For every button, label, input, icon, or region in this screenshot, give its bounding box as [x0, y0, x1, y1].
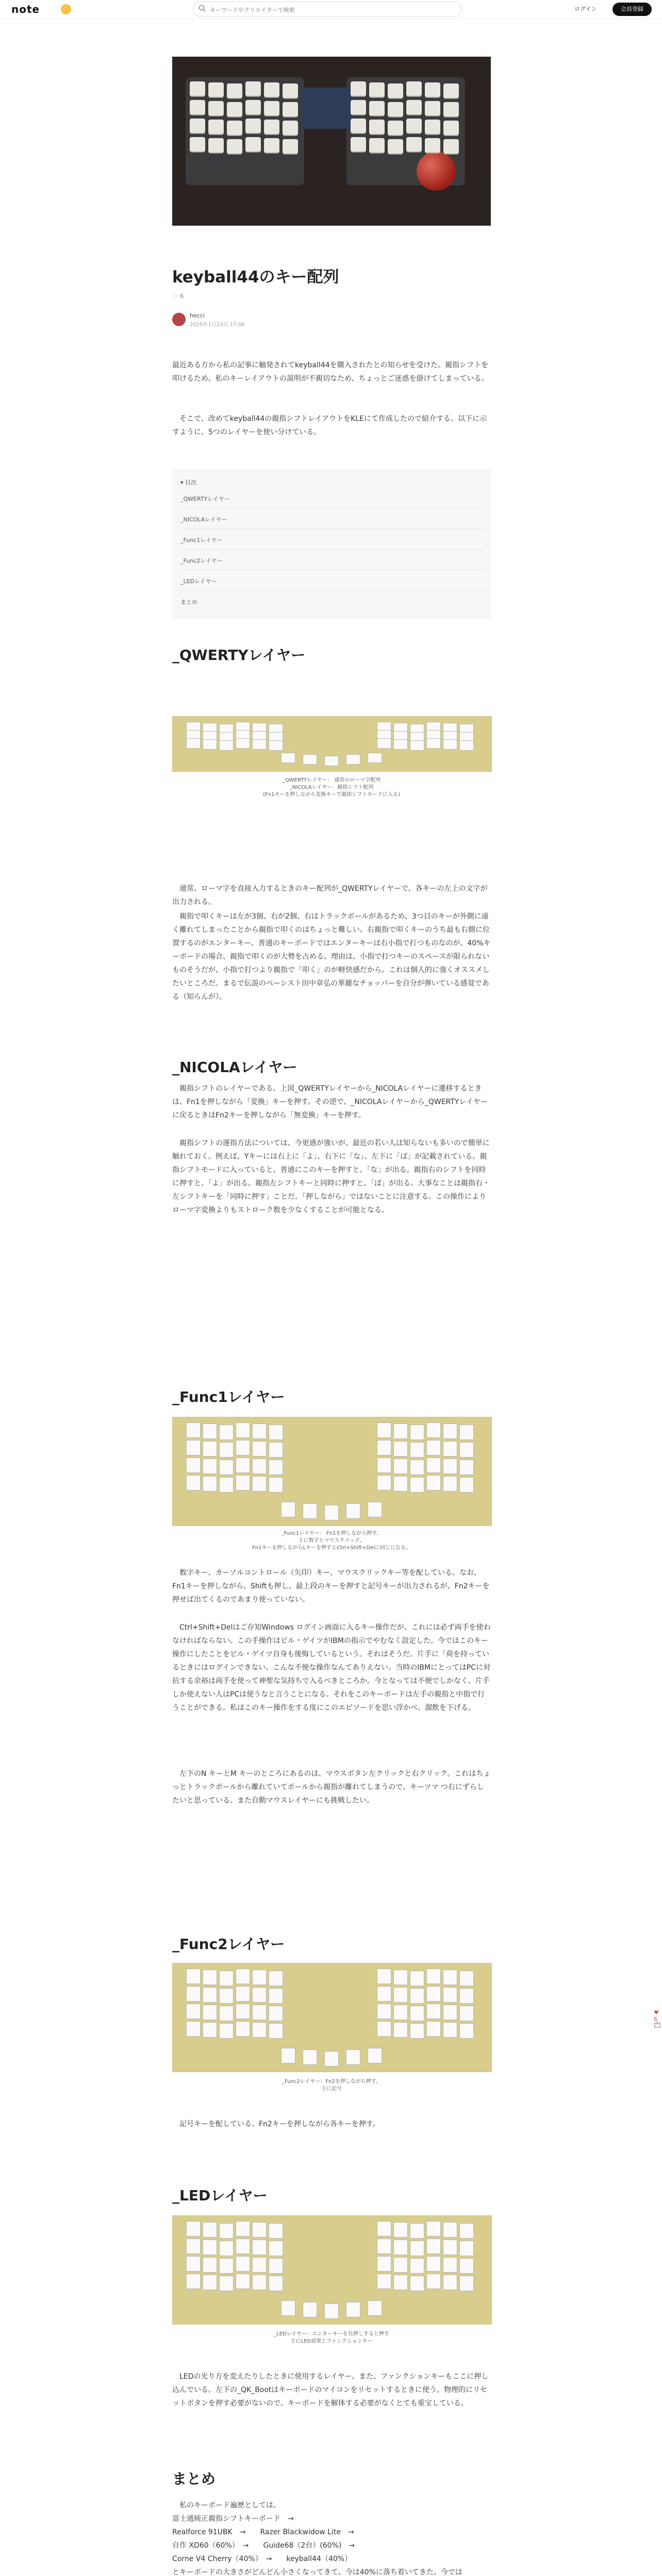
- keycap: [203, 2005, 217, 2020]
- keycap: [443, 83, 459, 98]
- keycap: [443, 1423, 457, 1439]
- keycap: [245, 100, 261, 114]
- summary-line: 富士通純正親指シフトキーボード →: [172, 2515, 294, 2523]
- keycap: [203, 2275, 217, 2290]
- keycap: [377, 1475, 391, 1490]
- keycap: [426, 1440, 441, 1455]
- keycap: [186, 1422, 201, 1438]
- keycap: [208, 101, 224, 115]
- mascot-icon: [61, 4, 71, 14]
- keycap: [393, 739, 408, 750]
- keycap: [186, 738, 201, 749]
- keycap: [236, 2021, 250, 2037]
- keycap: [219, 1425, 234, 1440]
- keycap: [393, 2257, 408, 2273]
- keycap: [393, 2022, 408, 2038]
- thumb-keycap: [346, 2302, 360, 2317]
- keycap: [264, 120, 279, 134]
- keycap: [426, 1422, 441, 1438]
- keycap: [410, 2241, 424, 2256]
- keycap: [236, 2256, 250, 2272]
- header-image: [172, 57, 491, 226]
- keycap: [245, 137, 261, 151]
- thumb-keycap: [303, 2302, 317, 2317]
- keycap: [406, 100, 422, 114]
- thumb-keycap: [324, 1505, 339, 1520]
- func1-layout-image: [172, 1417, 492, 1526]
- login-button[interactable]: ログイン: [574, 6, 597, 12]
- keycap: [186, 2256, 201, 2272]
- keycap: [410, 1425, 424, 1440]
- keycap: [393, 1970, 408, 1985]
- keycap: [393, 2240, 408, 2255]
- func2-layout-image: [172, 1963, 492, 2072]
- thumb-keycap: [281, 753, 295, 763]
- keycap: [351, 100, 366, 114]
- keycap: [410, 2023, 424, 2039]
- caption-line: _LEDレイヤー：エンターキーを長押しすると押す: [274, 2331, 389, 2337]
- search-input[interactable]: [209, 5, 453, 15]
- keycap: [186, 1475, 201, 1490]
- keycap: [219, 1460, 234, 1475]
- intro-paragraph-2: そこで、改めてkeyball44の親指シフトレイアウトをKLEにて作成したので紹介する。以下に示すように、5つのレイヤーを使い分けている。: [172, 415, 487, 436]
- keycap: [443, 139, 459, 154]
- keycap: [190, 81, 205, 96]
- keycap: [425, 101, 440, 115]
- keycap: [252, 2257, 267, 2273]
- toc-item[interactable]: _Func2レイヤー: [180, 552, 483, 570]
- keycap: [219, 740, 234, 751]
- keycap: [208, 120, 224, 134]
- keycap: [388, 102, 403, 116]
- toc-item[interactable]: _QWERTYレイヤー: [180, 490, 483, 509]
- keycap: [388, 121, 403, 135]
- keycap: [227, 139, 242, 154]
- keycap: [227, 121, 242, 135]
- keycap: [459, 2223, 474, 2239]
- keycap: [269, 1442, 283, 1458]
- keycap: [219, 1988, 234, 2004]
- keycap: [410, 1477, 424, 1493]
- keycap: [425, 138, 440, 152]
- keycap: [426, 2239, 441, 2254]
- summary-line: 自作 XD60（60%） → Guide68（2台）(60%) →: [172, 2541, 355, 2550]
- caption-line: _NICOLAレイヤー：親指シフト配列: [289, 785, 374, 790]
- keycap: [351, 137, 366, 151]
- keycap: [443, 1441, 457, 1456]
- keycap: [426, 2256, 441, 2272]
- keycap: [186, 1986, 201, 2002]
- func1-paragraph-2: Ctrl+Shift+Delはご存知Windows ログイン画面に入るキー操作だが、これには必ず両手を使わなければならない。この手操作はビル・ゲイツがIBMの指示でやむなく設定した。今ではこのキー操作にしたことをビル・ゲイツ自身も後悔しているという。それはそうだ。片手に「荷を持っているときにはログインできない。こんな不便な操作なんてありえない。当時のIBMにとってはPCに対抗する余裕は両手を使って神聖な気持ちで入るべきところか。今となっては不便でしかなく、片手しか使えない人はPCは使うなと言うことになる。それをこのキーボードは左手の親指と中指で行うことができる。私はこのキー操作をする度にこのエピソードを思い浮かべ、溜飲を下げる。: [172, 1623, 491, 1712]
- keycap: [264, 82, 279, 97]
- keycap: [236, 1458, 250, 1473]
- keycap: [252, 739, 267, 750]
- keycap: [443, 1970, 457, 1985]
- thumb-keycap: [368, 753, 382, 763]
- keycap: [236, 2221, 250, 2236]
- toc-item[interactable]: _LEDレイヤー: [180, 573, 483, 591]
- keycap: [426, 2221, 441, 2236]
- keycap: [377, 2256, 391, 2272]
- keycap: [203, 2222, 217, 2238]
- keycap: [410, 740, 424, 751]
- keycap: [203, 2257, 217, 2273]
- keycap: [186, 2004, 201, 2019]
- thumb-keycap: [368, 1502, 382, 1517]
- keycap: [426, 2004, 441, 2019]
- keycap: [190, 137, 205, 151]
- keycap: [377, 1422, 391, 1438]
- keycap: [410, 2006, 424, 2021]
- heading-nicola: _NICOLAレイヤー: [172, 1059, 297, 1076]
- keycap: [186, 1969, 201, 1984]
- keycap: [351, 118, 366, 133]
- keycap: [377, 1986, 391, 2002]
- caption-line: _Func2レイヤー：Fn2を押しながら押す。: [282, 2079, 381, 2084]
- keycap: [186, 2221, 201, 2236]
- keycap: [236, 2274, 250, 2289]
- keycap: [236, 1422, 250, 1438]
- thumb-keycap: [368, 2300, 382, 2316]
- top-bar: [0, 0, 662, 19]
- keycap: [219, 2023, 234, 2039]
- keycap: [377, 738, 391, 749]
- keycap: [459, 2023, 474, 2039]
- thumb-keycap: [303, 2049, 317, 2065]
- signup-button[interactable]: 会員登録: [613, 3, 652, 16]
- summary-line: Corne V4 Cherry（40%） → keyball44（40%）: [172, 2555, 352, 2563]
- publish-date: 2025年1月23日 17:06: [190, 322, 245, 328]
- keycap: [443, 2005, 457, 2020]
- keycap: [269, 1425, 283, 1440]
- keycap: [443, 2275, 457, 2290]
- keycap: [459, 1425, 474, 1440]
- keycap: [426, 1986, 441, 2002]
- thumb-keycap: [346, 754, 360, 765]
- floating-like-count: 6: [654, 2016, 657, 2023]
- keycap: [245, 81, 261, 96]
- keycap: [393, 2005, 408, 2020]
- keycap: [426, 2021, 441, 2037]
- func1-caption: [172, 1530, 491, 1552]
- toc-item[interactable]: まとめ: [180, 599, 197, 605]
- func1-paragraph-1: 数字キー、カーソルコントロール（矢印）キー、マウスクリックキー等を配している。なお、Fn1キーを押しながら、Shiftも押し、最上段のキーを押すと記号キーが出力されるが、Fn2キーを押せば出てくるのであまり使っていない。: [172, 1569, 490, 1604]
- keycap: [393, 2222, 408, 2238]
- keycap: [203, 1476, 217, 1492]
- qwerty-paragraph-2: 親指で叩くキーは左が3個、右が2個、右はトラックボールがあるため、3つ目のキーが外側に遠く離れてしまったことから親指で叩くのはちょっと難しい。右親指で叩くキーのうち最も右側に位置するのがエンターキー、普通のキーボードではエンターキーは右小指で打つものなのが、40%キーボードの場合、親指で叩くのが大勢を占める。理由は、小指で打つキーのスペースが限られないものそうだが、小指で打つより親指で「叩く」のが軽快感だから。これは個人的に強くオススメしたいところだ。まるで伝説のベーシスト田中章弘の華麗なチョッパーを自分が弾いている感覚である（知らんが）。: [172, 912, 491, 1001]
- heading-func1: _Func1レイヤー: [172, 1388, 285, 1405]
- keycap: [443, 2240, 457, 2255]
- keycap: [269, 1460, 283, 1475]
- keycap: [219, 2258, 234, 2274]
- summary-line: 私のキーボード遍歴としては、: [179, 2501, 280, 2510]
- keycap: [377, 2021, 391, 2037]
- keycap: [252, 1987, 267, 2003]
- keycap: [269, 2023, 283, 2039]
- keycap: [252, 2240, 267, 2255]
- keycap: [393, 1459, 408, 1474]
- keycap: [406, 118, 422, 133]
- keycap: [393, 1987, 408, 2003]
- thumb-keycap: [281, 1502, 295, 1517]
- thumb-keycap: [346, 2049, 360, 2065]
- keycap: [227, 102, 242, 116]
- keycap: [236, 1986, 250, 2002]
- keycap: [252, 1476, 267, 1492]
- led-layout-image: [172, 2215, 492, 2325]
- keycap: [369, 101, 385, 115]
- caption-line: 主に数字とマウスクリック。: [298, 1538, 365, 1544]
- keycap: [459, 1971, 474, 1986]
- keycap: [377, 2004, 391, 2019]
- keycap: [426, 1458, 441, 1473]
- keycap: [459, 2276, 474, 2291]
- keycap: [252, 1423, 267, 1439]
- keycap: [410, 2258, 424, 2274]
- keycap: [203, 1987, 217, 2003]
- keycap: [269, 2276, 283, 2291]
- heading-led: _LEDレイヤー: [172, 2187, 268, 2204]
- nicola-paragraph-1: 親指シフトのレイヤーである。上図_QWERTYレイヤーから_NICOLAレイヤーに遷移するときは、Fn1を押しながら「変換」キーを押す。その逆で、_NICOLAレイヤーから_QWERTYレイヤーに戻るときはFn2キーを押しながら「無変換」キーを押す。: [172, 1084, 488, 1120]
- heading-func2: _Func2レイヤー: [172, 1936, 285, 1953]
- keycap: [252, 1459, 267, 1474]
- thumb-keycap: [324, 2051, 339, 2066]
- keycap: [236, 738, 250, 749]
- keycap: [203, 1441, 217, 1456]
- keycap: [208, 82, 224, 97]
- keycap: [208, 138, 224, 152]
- note-logo[interactable]: note: [11, 3, 40, 15]
- keycap: [393, 1476, 408, 1492]
- keycap: [410, 1971, 424, 1986]
- keycap: [186, 1440, 201, 1455]
- keycap: [459, 2258, 474, 2274]
- keycap: [219, 2006, 234, 2021]
- keycap: [203, 2240, 217, 2255]
- nicola-paragraph-2: 親指シフトの運指方法については、今更感が強いが、最近の若い人は知らないも多いので簡単に触れておく。例えば、Yキーには右上に「よ」、右下に「な」、左下に「ば」が記載されている。親指シフトモードに入っていると、普通にこのキーを押すと、「な」が出る。親指右のシフトを同時に押すと、「よ」が出る。親指左シフトキーと同時に押すと、「ば」が出る。大事なことは親指右・左シフトキーを「同時に押す」ことだ。「押しながら」ではないことに注意する。この操作によりローマ字変換よりもストローク数を少なくすることが可能となる。: [172, 1139, 490, 1214]
- keycap: [252, 1970, 267, 1985]
- floating-like-button[interactable]: ♥ 6: [654, 2009, 659, 2023]
- keycap: [388, 83, 403, 98]
- toc-heading-label: 目次: [185, 479, 197, 486]
- keycap: [186, 1458, 201, 1473]
- keycap: [283, 102, 298, 116]
- thumb-keycap: [281, 2300, 295, 2316]
- keycap: [269, 740, 283, 751]
- toc-item[interactable]: _Func1レイヤー: [180, 532, 483, 550]
- keycap: [377, 1969, 391, 1984]
- keycap: [269, 1971, 283, 1986]
- keycap: [443, 121, 459, 135]
- keycap: [219, 2223, 234, 2239]
- thumb-keycap: [346, 1503, 360, 1519]
- keycap: [410, 1442, 424, 1458]
- keycap: [190, 118, 205, 133]
- thumb-keycap: [368, 2048, 382, 2063]
- keycap: [252, 2022, 267, 2038]
- keycap: [219, 1477, 234, 1493]
- keycap: [283, 121, 298, 135]
- toc-heading[interactable]: ▾ 目次: [180, 479, 197, 486]
- func1-paragraph-3: 左下のN キーとM キーのところにあるのは、マウスボタン左クリックと右クリック。これはちょっとトラックボールから離れていてボールから親指が離れてしまうので、キーツマ つ右にずらしたいと思っている。また自動マウスレイヤーにも挑戦したい。: [172, 1770, 491, 1805]
- caption-line: _QWERTYレイヤー： 通常のローマ字配列: [282, 777, 381, 783]
- keycap: [264, 101, 279, 115]
- keycap: [459, 740, 474, 751]
- keycap: [377, 2274, 391, 2289]
- keycap: [369, 138, 385, 152]
- thumb-keycap: [303, 754, 317, 765]
- keycap: [425, 82, 440, 97]
- keycap: [236, 1475, 250, 1490]
- title-like-count[interactable]: ♡ 6: [172, 293, 184, 300]
- thumb-keycap: [324, 2303, 339, 2319]
- keycap: [426, 1969, 441, 1984]
- qwerty-caption: [172, 777, 491, 799]
- heading-qwerty: _QWERTYレイヤー: [172, 647, 306, 664]
- keycap: [393, 1441, 408, 1456]
- keycap: [410, 2276, 424, 2291]
- keycap: [459, 2006, 474, 2021]
- keycap: [426, 738, 441, 749]
- led-paragraph-1: LEDの光り方を変えたりしたときに使用するレイヤー。また、ファンクションキーもここに押し込んでいる。左下の_QK_Bootはキーボードのマイコンをリセットするときに使う。物理的にリセットボタンを押す必要がないので、キーボードを解体する必要がなくとても重宝している。: [172, 2372, 489, 2408]
- intro-paragraph-1: 最近ある方から私の記事に触発されてkeyball44を購入されたとの知らせを受けた。親指シフトを叩けるため、私のキーレイアウトの説明が不親切なため、ちょっとご迷惑を掛けてしまっている。: [172, 361, 489, 383]
- keycap: [443, 102, 459, 116]
- keycap: [443, 1987, 457, 2003]
- keycap: [459, 1460, 474, 1475]
- thumb-keycap: [281, 2048, 295, 2063]
- keycap: [443, 2022, 457, 2038]
- caption-line: 主に記号: [321, 2086, 342, 2092]
- keycap: [393, 2275, 408, 2290]
- keycap: [283, 83, 298, 98]
- table-of-contents: [172, 469, 491, 619]
- keycap: [410, 2223, 424, 2239]
- keycap: [219, 2241, 234, 2256]
- caption-line: (Fn1キーを押しながら変換キーで親指シフトモードに入る): [263, 792, 400, 798]
- keycap: [190, 100, 205, 114]
- keycap: [410, 1988, 424, 2004]
- keycap: [377, 1440, 391, 1455]
- keycap: [236, 2239, 250, 2254]
- keycap: [203, 2022, 217, 2038]
- keycap: [269, 2241, 283, 2256]
- caption-line: _Func1レイヤー： Fn1を押しながら押す。: [281, 1531, 382, 1536]
- heading-summary: まとめ: [172, 2470, 216, 2487]
- keycap: [269, 1477, 283, 1493]
- keycap: [252, 1441, 267, 1456]
- share-icon[interactable]: [654, 2021, 661, 2028]
- caption-line: Fn1キーを押しながらLキーを押すとCtrl+Shift+Delに同じになる。: [252, 1545, 411, 1551]
- keycap: [236, 1969, 250, 1984]
- keycap: [426, 1475, 441, 1490]
- keycap: [227, 83, 242, 98]
- keycap: [425, 120, 440, 134]
- title-like-value: 6: [179, 293, 184, 300]
- keycap: [459, 1988, 474, 2004]
- keycap: [351, 81, 366, 96]
- func2-caption: [172, 2078, 491, 2093]
- keycap: [236, 1440, 250, 1455]
- keycap: [459, 1477, 474, 1493]
- keycap: [203, 1423, 217, 1439]
- trackball: [417, 151, 456, 191]
- keycap: [377, 1458, 391, 1473]
- keycap: [219, 2276, 234, 2291]
- keycap: [236, 2004, 250, 2019]
- func2-paragraph-1: 記号キーを配している。Fn2キーを押しながら各キーを押す。: [179, 2120, 380, 2128]
- keycap: [443, 1476, 457, 1492]
- keycap: [443, 739, 457, 750]
- keycap: [393, 1423, 408, 1439]
- keycap: [369, 120, 385, 134]
- keycap: [426, 2274, 441, 2289]
- keycap: [377, 2221, 391, 2236]
- keycap: [283, 139, 298, 154]
- qwerty-layout-image: [172, 716, 492, 772]
- keycap: [252, 2005, 267, 2020]
- thumb-keycap: [324, 756, 339, 766]
- keycap: [443, 1459, 457, 1474]
- led-caption: [172, 2331, 491, 2345]
- keycap: [410, 1460, 424, 1475]
- keycap: [388, 139, 403, 154]
- author-avatar[interactable]: [172, 313, 186, 326]
- keycap: [269, 2258, 283, 2274]
- keycap: [203, 1459, 217, 1474]
- keycap: [443, 2222, 457, 2238]
- keycap: [219, 1442, 234, 1458]
- search-icon: [198, 5, 206, 12]
- keycap: [269, 1988, 283, 2004]
- summary-line: とキーボードの大きさがどんどん小さくなってきて、今は40%に落ち着いてきた。今では: [172, 2568, 462, 2576]
- toc-item[interactable]: _NICOLAレイヤー: [180, 511, 483, 529]
- article-title: keyball44のキー配列: [172, 268, 339, 286]
- keycap: [186, 2021, 201, 2037]
- summary-line: Realforce 91UBK → Razer Blackwidow Lite →: [172, 2528, 354, 2536]
- keycap: [252, 2275, 267, 2290]
- keycap: [369, 82, 385, 97]
- keyboard-pcb: [301, 88, 358, 129]
- qwerty-paragraph-1: 通常、ローマ字を直接入力するときのキー配列が_QWERTYレイヤーで、各キーの左上の文字が出力される。: [172, 885, 488, 906]
- keycap: [203, 1970, 217, 1985]
- thumb-keycap: [303, 1503, 317, 1519]
- keycap: [377, 2239, 391, 2254]
- keycap: [186, 2239, 201, 2254]
- keycap: [252, 2222, 267, 2238]
- keycap: [406, 81, 422, 96]
- search-box[interactable]: [193, 2, 462, 17]
- keycap: [443, 2257, 457, 2273]
- keycap: [269, 2223, 283, 2239]
- author-name[interactable]: hecci: [190, 312, 205, 319]
- keycap: [459, 2241, 474, 2256]
- caption-line: 主にLED効果とファンクションキー: [290, 2338, 373, 2344]
- keycap: [269, 2006, 283, 2021]
- keycap: [203, 739, 217, 750]
- keycap: [264, 138, 279, 152]
- keycap: [459, 1442, 474, 1458]
- keycap: [219, 1971, 234, 1986]
- keycap: [245, 118, 261, 133]
- keycap: [186, 2274, 201, 2289]
- keycap: [406, 137, 422, 151]
